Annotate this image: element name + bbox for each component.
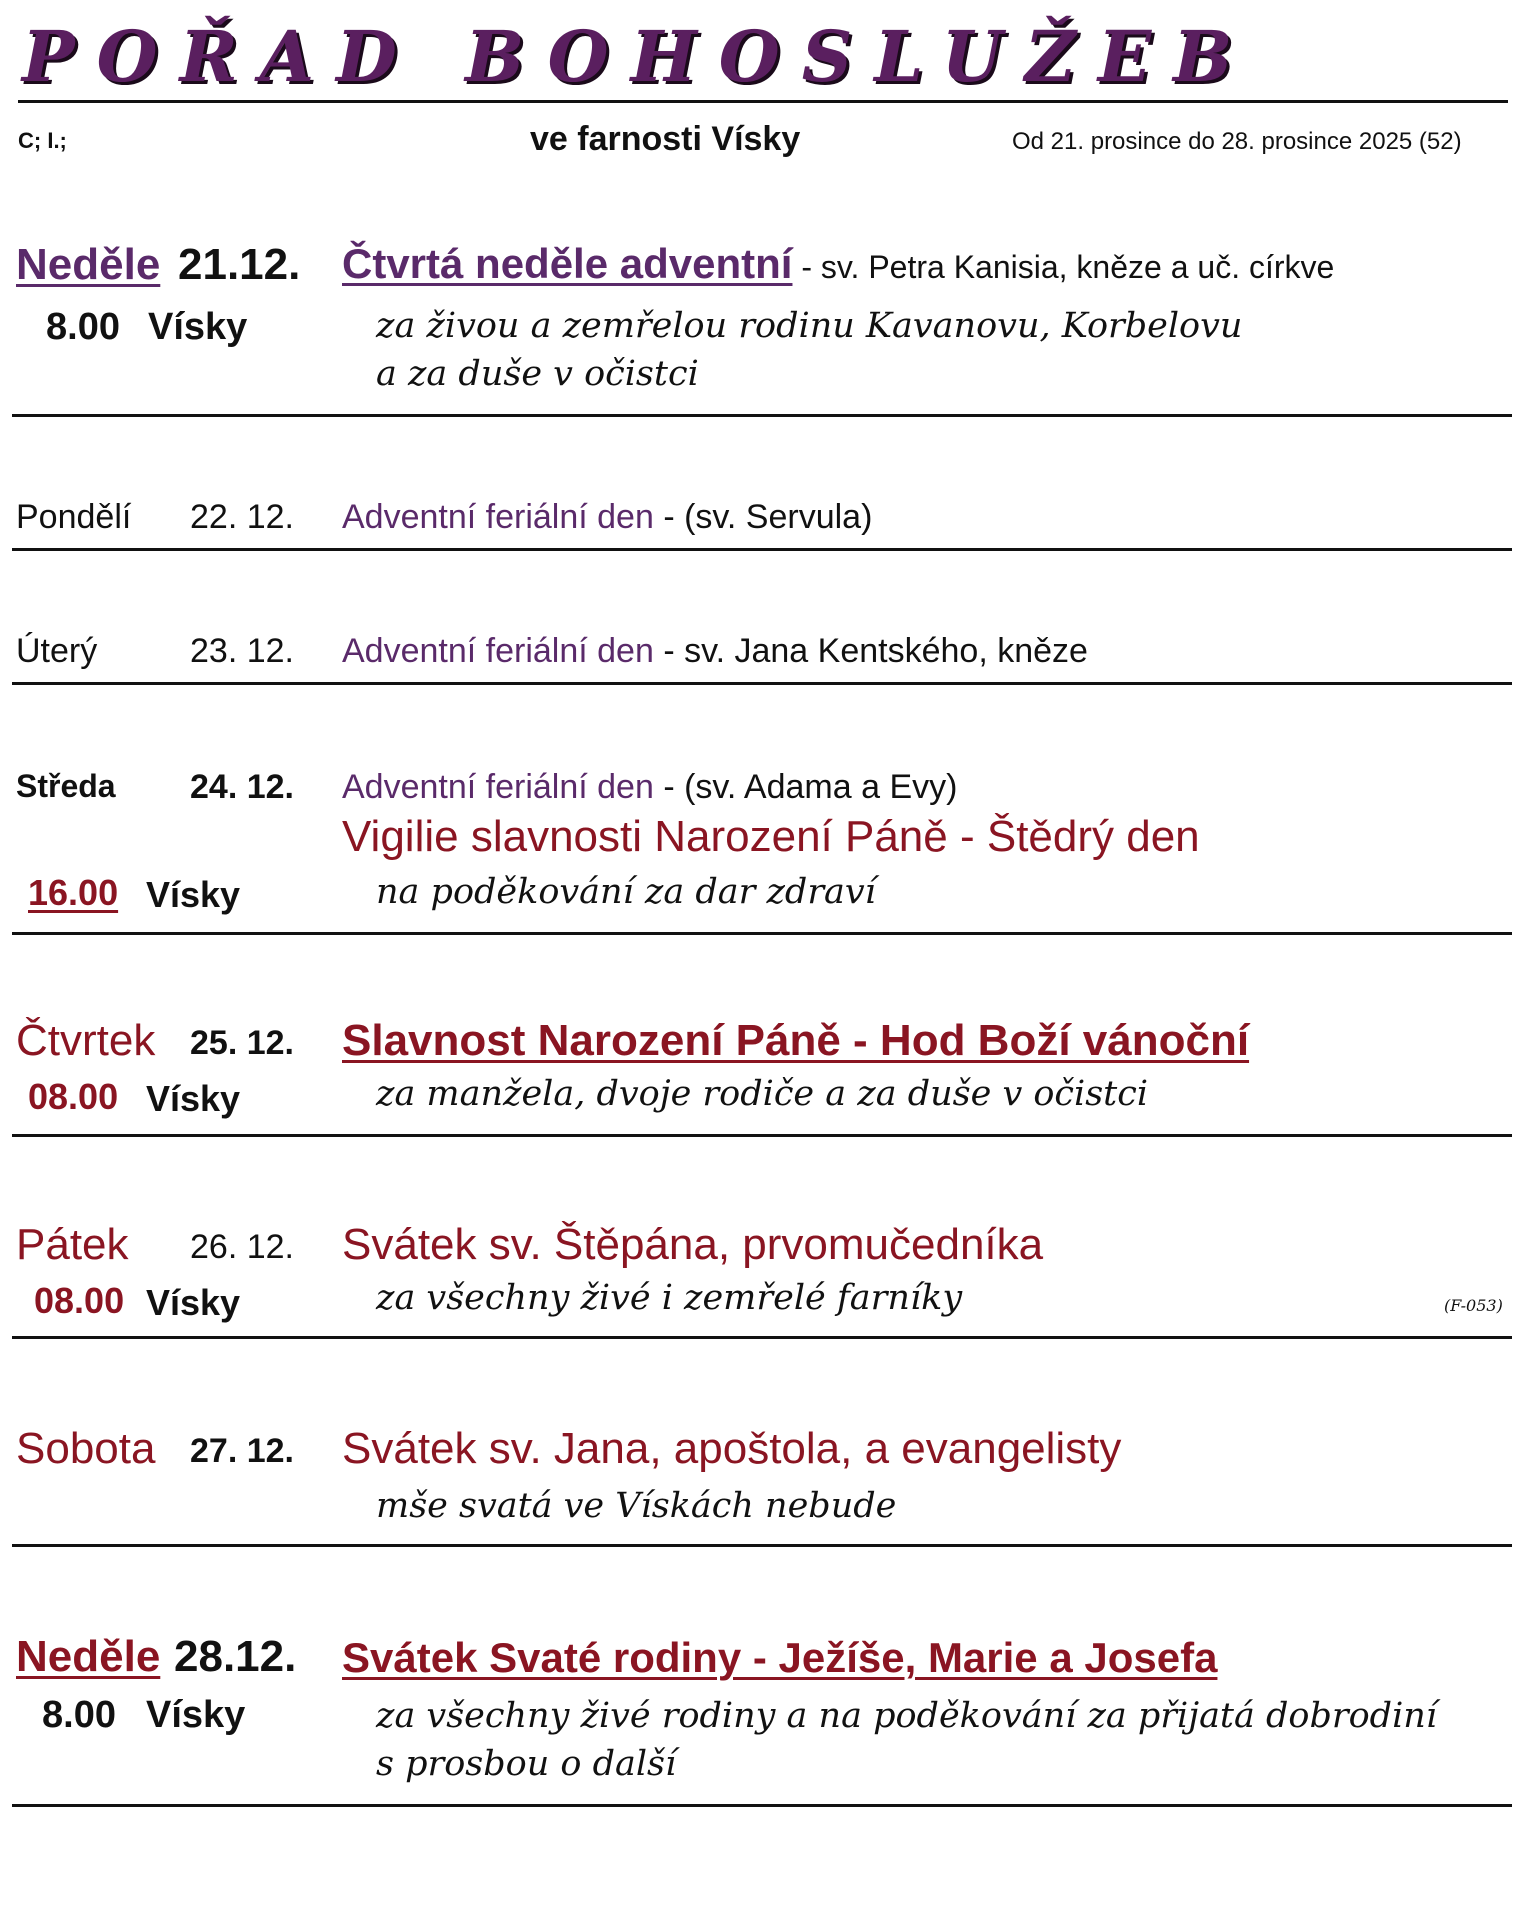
entry-divider [12, 1134, 1512, 1137]
parish-name: ve farnosti Vísky [530, 120, 801, 158]
day-name: Čtvrtek [16, 1016, 156, 1065]
page-title: POŘAD BOHOSLUŽEB [22, 15, 1255, 98]
entry-divider [12, 1544, 1512, 1547]
mass-intention: mše svatá ve Vískách nebude [376, 1486, 897, 1526]
header-code: C; I.; [18, 128, 67, 153]
vigil-title: Vigilie slavnosti Narození Páně - Štědrý den [342, 812, 1200, 861]
entry-divider [12, 548, 1512, 551]
day-name: Úterý [16, 632, 98, 670]
feast-name: Slavnost Narození Páně - Hod Boží vánoční [342, 1016, 1250, 1065]
day-name: Neděle [16, 240, 161, 289]
day-name: Pátek [16, 1220, 129, 1269]
mass-place: Vísky [146, 1282, 241, 1323]
feast-name: Svátek Svaté rodiny - Ježíše, Marie a Josefa [342, 1634, 1218, 1681]
day-date: 23. 12. [190, 632, 294, 670]
day-date: 21.12. [178, 240, 301, 289]
feast-name: Svátek sv. Štěpána, prvomučedníka [342, 1220, 1044, 1269]
mass-intention: za živou a zemřelou rodinu Kavanovu, Korbelovu [376, 306, 1243, 346]
day-name: Pondělí [16, 498, 132, 536]
mass-intention: za manžela, dvoje rodiče a za duše v očistci [376, 1074, 1149, 1114]
feast-name: Svátek sv. Jana, apoštola, a evangelisty [342, 1424, 1122, 1473]
feast-name: Čtvrtá neděle adventní [342, 240, 793, 287]
feast-name: Adventní feriální den [342, 498, 654, 536]
entry-divider [12, 1804, 1512, 1807]
mass-time: 08.00 [28, 1076, 119, 1117]
day-name: Sobota [16, 1424, 156, 1473]
feast-name: Adventní feriální den [342, 632, 654, 670]
saint-name: - sv. Jana Kentského, kněze [653, 632, 1088, 670]
mass-intention: za všechny živé i zemřelé farníky [376, 1278, 963, 1318]
saint-name: - sv. Petra Kanisia, kněze a uč. církve [792, 249, 1335, 285]
title-divider [18, 100, 1508, 103]
mass-intention-cont: s prosbou o další [376, 1744, 677, 1784]
mass-time: 08.00 [34, 1280, 125, 1321]
entry-divider [12, 414, 1512, 417]
mass-place: Vísky [146, 1694, 246, 1736]
day-date: 27. 12. [190, 1432, 294, 1470]
saint-name: - (sv. Adama a Evy) [653, 768, 958, 806]
feast-name: Adventní feriální den [342, 768, 654, 806]
mass-intention: za všechny živé rodiny a na poděkování za přijatá dobrodiní [376, 1696, 1438, 1736]
mass-time: 8.00 [42, 1694, 116, 1736]
day-date: 26. 12. [190, 1228, 294, 1266]
entry-divider [12, 682, 1512, 685]
mass-place: Vísky [146, 1078, 241, 1119]
day-name: Středa [16, 768, 116, 804]
entry-divider [12, 932, 1512, 935]
day-date: 24. 12. [190, 768, 294, 806]
form-code: (F-053) [1444, 1296, 1503, 1315]
day-name: Neděle [16, 1632, 161, 1681]
mass-time: 16.00 [28, 872, 119, 913]
day-date: 25. 12. [190, 1024, 294, 1062]
date-range: Od 21. prosince do 28. prosince 2025 (52) [1012, 128, 1462, 155]
mass-intention: na poděkování za dar zdraví [376, 872, 876, 912]
mass-intention-cont: a za duše v očistci [376, 354, 699, 394]
day-date: 22. 12. [190, 498, 294, 536]
mass-time: 8.00 [46, 306, 120, 348]
entry-divider [12, 1336, 1512, 1339]
mass-place: Vísky [148, 306, 248, 348]
day-date: 28.12. [174, 1632, 297, 1681]
saint-name: - (sv. Servula) [653, 498, 873, 536]
mass-place: Vísky [146, 874, 241, 915]
